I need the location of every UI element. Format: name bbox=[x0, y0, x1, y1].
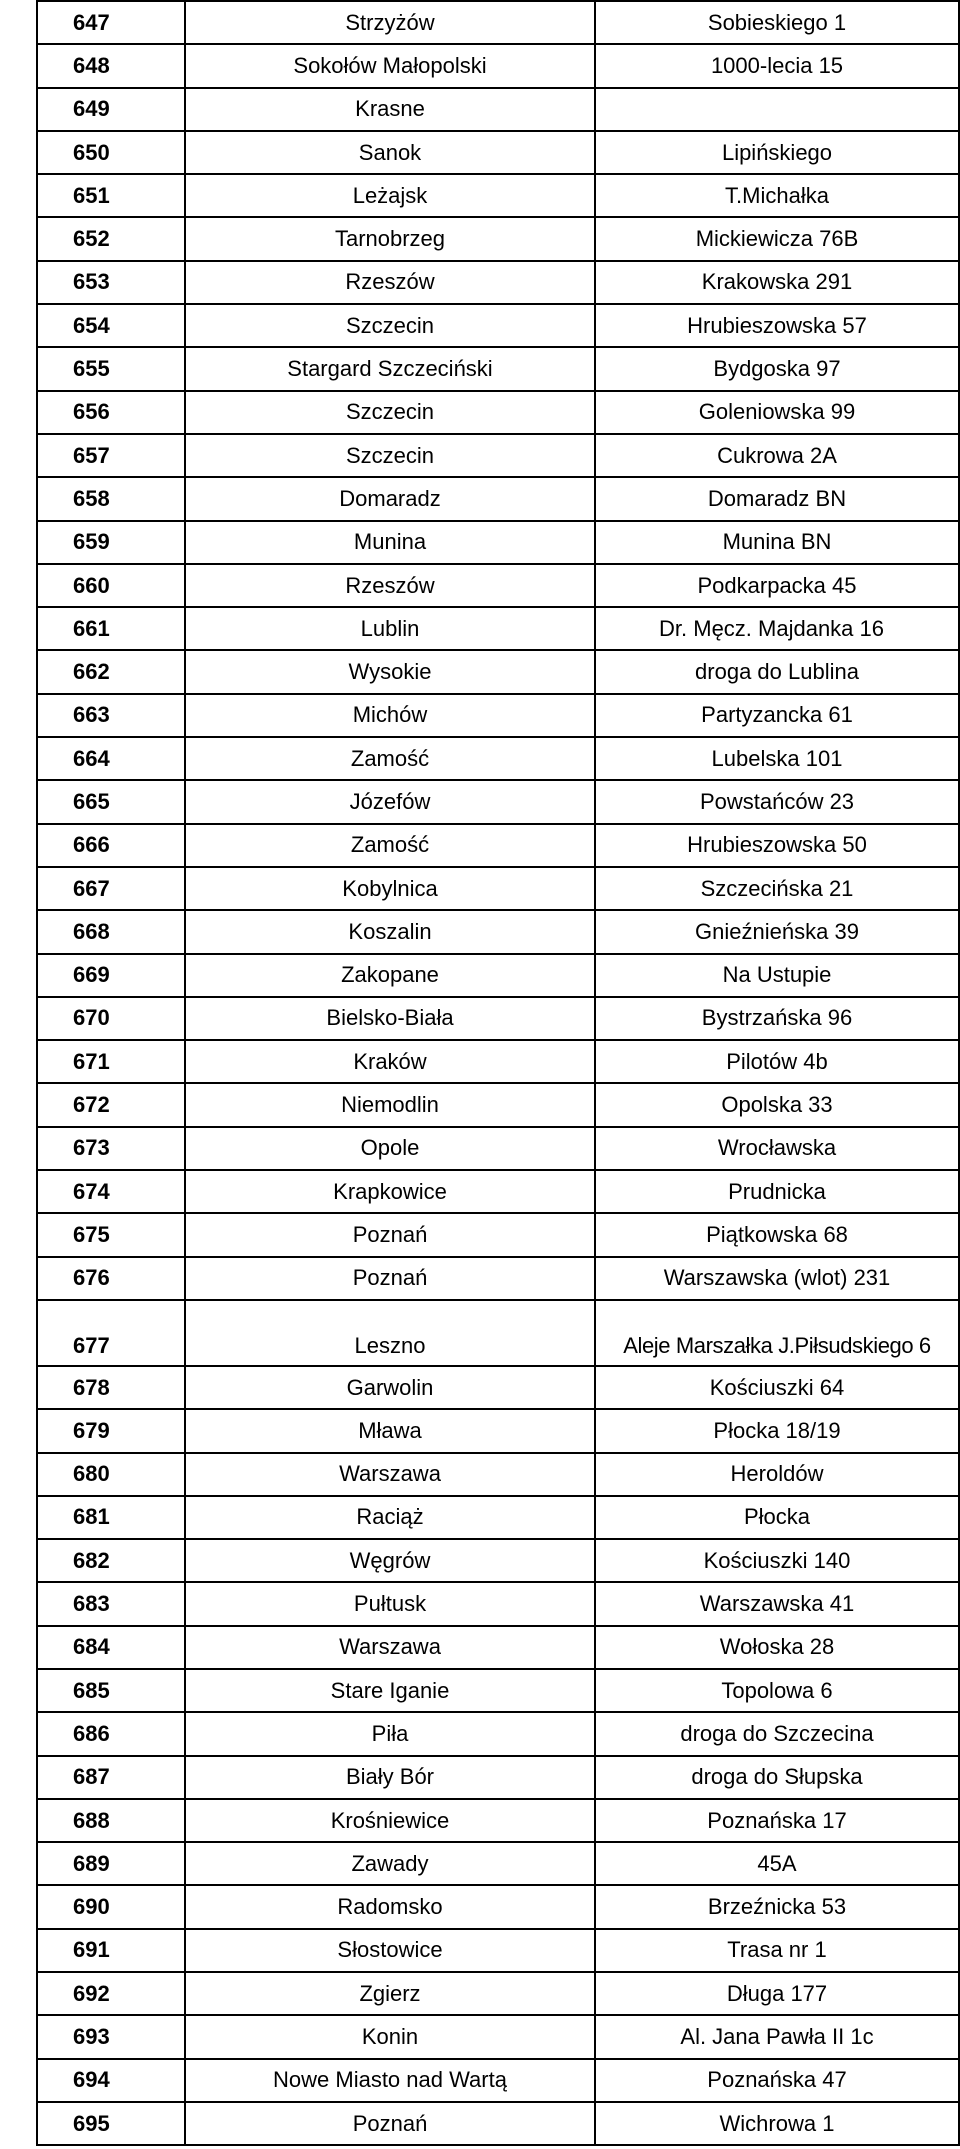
street-cell: 45A bbox=[595, 1842, 959, 1885]
table-row bbox=[37, 1170, 959, 1213]
street-cell: Powstańców 23 bbox=[595, 780, 959, 823]
table-row bbox=[37, 1213, 959, 1256]
station-number-cell: 687 bbox=[37, 1756, 185, 1799]
street-cell bbox=[595, 88, 959, 131]
table-row bbox=[37, 910, 959, 953]
city-cell: Munina bbox=[185, 521, 595, 564]
street-cell: Mickiewicza 76B bbox=[595, 217, 959, 260]
table-row bbox=[37, 1885, 959, 1928]
station-number-cell: 651 bbox=[37, 174, 185, 217]
city-cell: Kobylnica bbox=[185, 867, 595, 910]
street-cell: Dr. Męcz. Majdanka 16 bbox=[595, 607, 959, 650]
station-number-cell: 694 bbox=[37, 2059, 185, 2102]
table-row bbox=[37, 44, 959, 87]
station-number-cell: 648 bbox=[37, 44, 185, 87]
street-cell: T.Michałka bbox=[595, 174, 959, 217]
table-row bbox=[37, 607, 959, 650]
street-cell: 1000-lecia 15 bbox=[595, 44, 959, 87]
city-cell: Radomsko bbox=[185, 1885, 595, 1928]
city-cell: Krasne bbox=[185, 88, 595, 131]
city-cell: Węgrów bbox=[185, 1539, 595, 1582]
city-cell: Zamość bbox=[185, 824, 595, 867]
table-row bbox=[37, 521, 959, 564]
street-cell: Trasa nr 1 bbox=[595, 1929, 959, 1972]
table-row bbox=[37, 954, 959, 997]
station-number-cell: 686 bbox=[37, 1712, 185, 1755]
city-cell: Stare Iganie bbox=[185, 1669, 595, 1712]
table-row bbox=[37, 1257, 959, 1300]
station-number-cell: 670 bbox=[37, 997, 185, 1040]
table-row bbox=[37, 564, 959, 607]
street-cell: Cukrowa 2A bbox=[595, 434, 959, 477]
station-number-cell: 652 bbox=[37, 217, 185, 260]
street-cell: Płocka 18/19 bbox=[595, 1409, 959, 1452]
street-cell: Kościuszki 64 bbox=[595, 1366, 959, 1409]
street-cell: Wołoska 28 bbox=[595, 1626, 959, 1669]
city-cell: Pułtusk bbox=[185, 1582, 595, 1625]
station-number-cell: 655 bbox=[37, 347, 185, 390]
table-row bbox=[37, 217, 959, 260]
city-cell: Sanok bbox=[185, 131, 595, 174]
city-cell: Kraków bbox=[185, 1040, 595, 1083]
table-row bbox=[37, 1, 959, 44]
street-cell: Goleniowska 99 bbox=[595, 391, 959, 434]
table-row bbox=[37, 1972, 959, 2015]
station-number-cell: 672 bbox=[37, 1083, 185, 1126]
street-cell: droga do Lublina bbox=[595, 650, 959, 693]
city-cell: Leszno bbox=[185, 1300, 595, 1366]
table-row bbox=[37, 2102, 959, 2145]
street-cell: Płocka bbox=[595, 1496, 959, 1539]
station-number-cell: 650 bbox=[37, 131, 185, 174]
street-cell: Hrubieszowska 57 bbox=[595, 304, 959, 347]
street-cell: Bydgoska 97 bbox=[595, 347, 959, 390]
table-row bbox=[37, 1496, 959, 1539]
street-cell: Hrubieszowska 50 bbox=[595, 824, 959, 867]
table-row bbox=[37, 1626, 959, 1669]
street-cell: Bystrzańska 96 bbox=[595, 997, 959, 1040]
street-cell: Gnieźnieńska 39 bbox=[595, 910, 959, 953]
station-number-cell: 691 bbox=[37, 1929, 185, 1972]
table-row bbox=[37, 391, 959, 434]
city-cell: Rzeszów bbox=[185, 261, 595, 304]
street-cell: Wichrowa 1 bbox=[595, 2102, 959, 2145]
street-cell: Aleje Marszałka J.Piłsudskiego 6 bbox=[595, 1300, 959, 1366]
table-row bbox=[37, 780, 959, 823]
station-number-cell: 653 bbox=[37, 261, 185, 304]
station-number-cell: 657 bbox=[37, 434, 185, 477]
city-cell: Stargard Szczeciński bbox=[185, 347, 595, 390]
station-number-cell: 654 bbox=[37, 304, 185, 347]
station-number-cell: 683 bbox=[37, 1582, 185, 1625]
table-row bbox=[37, 304, 959, 347]
table-row bbox=[37, 1409, 959, 1452]
table-row bbox=[37, 1712, 959, 1755]
station-number-cell: 663 bbox=[37, 694, 185, 737]
city-cell: Warszawa bbox=[185, 1626, 595, 1669]
station-number-cell: 661 bbox=[37, 607, 185, 650]
station-number-cell: 689 bbox=[37, 1842, 185, 1885]
station-number-cell: 656 bbox=[37, 391, 185, 434]
table-row bbox=[37, 1582, 959, 1625]
city-cell: Słostowice bbox=[185, 1929, 595, 1972]
station-number-cell: 668 bbox=[37, 910, 185, 953]
street-cell: Sobieskiego 1 bbox=[595, 1, 959, 44]
city-cell: Domaradz bbox=[185, 477, 595, 520]
city-cell: Opole bbox=[185, 1127, 595, 1170]
city-cell: Rzeszów bbox=[185, 564, 595, 607]
street-cell: droga do Słupska bbox=[595, 1756, 959, 1799]
station-number-cell: 693 bbox=[37, 2015, 185, 2058]
table-row bbox=[37, 347, 959, 390]
table-row bbox=[37, 1929, 959, 1972]
station-number-cell: 658 bbox=[37, 477, 185, 520]
station-number-cell: 660 bbox=[37, 564, 185, 607]
station-table bbox=[36, 0, 960, 2146]
street-cell: Wrocławska bbox=[595, 1127, 959, 1170]
street-cell: Brzeźnicka 53 bbox=[595, 1885, 959, 1928]
street-cell: Na Ustupie bbox=[595, 954, 959, 997]
station-table-body bbox=[37, 1, 959, 2145]
table-row bbox=[37, 737, 959, 780]
city-cell: Józefów bbox=[185, 780, 595, 823]
street-cell: Lipińskiego bbox=[595, 131, 959, 174]
street-cell: Al. Jana Pawła II 1c bbox=[595, 2015, 959, 2058]
city-cell: Sokołów Małopolski bbox=[185, 44, 595, 87]
city-cell: Zamość bbox=[185, 737, 595, 780]
city-cell: Szczecin bbox=[185, 391, 595, 434]
table-row bbox=[37, 1669, 959, 1712]
street-cell: droga do Szczecina bbox=[595, 1712, 959, 1755]
street-cell: Poznańska 47 bbox=[595, 2059, 959, 2102]
table-row bbox=[37, 824, 959, 867]
station-number-cell: 671 bbox=[37, 1040, 185, 1083]
city-cell: Niemodlin bbox=[185, 1083, 595, 1126]
table-row bbox=[37, 2015, 959, 2058]
station-number-cell: 665 bbox=[37, 780, 185, 823]
city-cell: Poznań bbox=[185, 1213, 595, 1256]
table-row bbox=[37, 261, 959, 304]
street-cell: Heroldów bbox=[595, 1453, 959, 1496]
city-cell: Koszalin bbox=[185, 910, 595, 953]
station-number-cell: 659 bbox=[37, 521, 185, 564]
city-cell: Biały Bór bbox=[185, 1756, 595, 1799]
station-number-cell: 695 bbox=[37, 2102, 185, 2145]
station-number-cell: 680 bbox=[37, 1453, 185, 1496]
station-number-cell: 664 bbox=[37, 737, 185, 780]
station-number-cell: 684 bbox=[37, 1626, 185, 1669]
station-number-cell: 678 bbox=[37, 1366, 185, 1409]
street-cell: Domaradz BN bbox=[595, 477, 959, 520]
street-cell: Szczecińska 21 bbox=[595, 867, 959, 910]
station-number-cell: 674 bbox=[37, 1170, 185, 1213]
station-number-cell: 675 bbox=[37, 1213, 185, 1256]
street-cell: Długa 177 bbox=[595, 1972, 959, 2015]
table-row bbox=[37, 2059, 959, 2102]
street-cell: Prudnicka bbox=[595, 1170, 959, 1213]
street-cell: Warszawska (wlot) 231 bbox=[595, 1257, 959, 1300]
street-cell: Topolowa 6 bbox=[595, 1669, 959, 1712]
street-cell: Podkarpacka 45 bbox=[595, 564, 959, 607]
station-number-cell: 649 bbox=[37, 88, 185, 131]
city-cell: Konin bbox=[185, 2015, 595, 2058]
city-cell: Warszawa bbox=[185, 1453, 595, 1496]
city-cell: Lublin bbox=[185, 607, 595, 650]
table-row bbox=[37, 1539, 959, 1582]
table-row bbox=[37, 1040, 959, 1083]
table-row bbox=[37, 867, 959, 910]
station-number-cell: 673 bbox=[37, 1127, 185, 1170]
table-row bbox=[37, 174, 959, 217]
street-cell: Krakowska 291 bbox=[595, 261, 959, 304]
table-row bbox=[37, 650, 959, 693]
city-cell: Michów bbox=[185, 694, 595, 737]
city-cell: Poznań bbox=[185, 2102, 595, 2145]
street-cell: Pilotów 4b bbox=[595, 1040, 959, 1083]
street-cell: Kościuszki 140 bbox=[595, 1539, 959, 1582]
city-cell: Bielsko-Biała bbox=[185, 997, 595, 1040]
street-cell: Piątkowska 68 bbox=[595, 1213, 959, 1256]
street-cell: Partyzancka 61 bbox=[595, 694, 959, 737]
city-cell: Krapkowice bbox=[185, 1170, 595, 1213]
table-row bbox=[37, 1366, 959, 1409]
table-row bbox=[37, 1799, 959, 1842]
table-row bbox=[37, 1127, 959, 1170]
city-cell: Nowe Miasto nad Wartą bbox=[185, 2059, 595, 2102]
city-cell: Mława bbox=[185, 1409, 595, 1452]
city-cell: Tarnobrzeg bbox=[185, 217, 595, 260]
table-row bbox=[37, 1083, 959, 1126]
city-cell: Leżajsk bbox=[185, 174, 595, 217]
city-cell: Krośniewice bbox=[185, 1799, 595, 1842]
table-row bbox=[37, 1842, 959, 1885]
city-cell: Poznań bbox=[185, 1257, 595, 1300]
station-number-cell: 688 bbox=[37, 1799, 185, 1842]
station-number-cell: 647 bbox=[37, 1, 185, 44]
street-cell: Lubelska 101 bbox=[595, 737, 959, 780]
street-cell: Poznańska 17 bbox=[595, 1799, 959, 1842]
table-row bbox=[37, 997, 959, 1040]
city-cell: Zawady bbox=[185, 1842, 595, 1885]
table-row bbox=[37, 434, 959, 477]
city-cell: Garwolin bbox=[185, 1366, 595, 1409]
street-cell: Warszawska 41 bbox=[595, 1582, 959, 1625]
station-number-cell: 667 bbox=[37, 867, 185, 910]
table-row bbox=[37, 1453, 959, 1496]
table-row bbox=[37, 477, 959, 520]
city-cell: Szczecin bbox=[185, 304, 595, 347]
city-cell: Strzyżów bbox=[185, 1, 595, 44]
station-number-cell: 690 bbox=[37, 1885, 185, 1928]
station-number-cell: 679 bbox=[37, 1409, 185, 1452]
table-row bbox=[37, 1300, 959, 1366]
station-number-cell: 685 bbox=[37, 1669, 185, 1712]
city-cell: Raciąż bbox=[185, 1496, 595, 1539]
station-number-cell: 666 bbox=[37, 824, 185, 867]
city-cell: Wysokie bbox=[185, 650, 595, 693]
station-number-cell: 676 bbox=[37, 1257, 185, 1300]
city-cell: Zgierz bbox=[185, 1972, 595, 2015]
table-row bbox=[37, 88, 959, 131]
station-number-cell: 669 bbox=[37, 954, 185, 997]
street-cell: Munina BN bbox=[595, 521, 959, 564]
table-row bbox=[37, 694, 959, 737]
station-number-cell: 682 bbox=[37, 1539, 185, 1582]
city-cell: Zakopane bbox=[185, 954, 595, 997]
street-cell: Opolska 33 bbox=[595, 1083, 959, 1126]
table-row bbox=[37, 1756, 959, 1799]
station-number-cell: 692 bbox=[37, 1972, 185, 2015]
station-number-cell: 662 bbox=[37, 650, 185, 693]
city-cell: Szczecin bbox=[185, 434, 595, 477]
station-number-cell: 681 bbox=[37, 1496, 185, 1539]
city-cell: Piła bbox=[185, 1712, 595, 1755]
table-row bbox=[37, 131, 959, 174]
station-number-cell: 677 bbox=[37, 1300, 185, 1366]
